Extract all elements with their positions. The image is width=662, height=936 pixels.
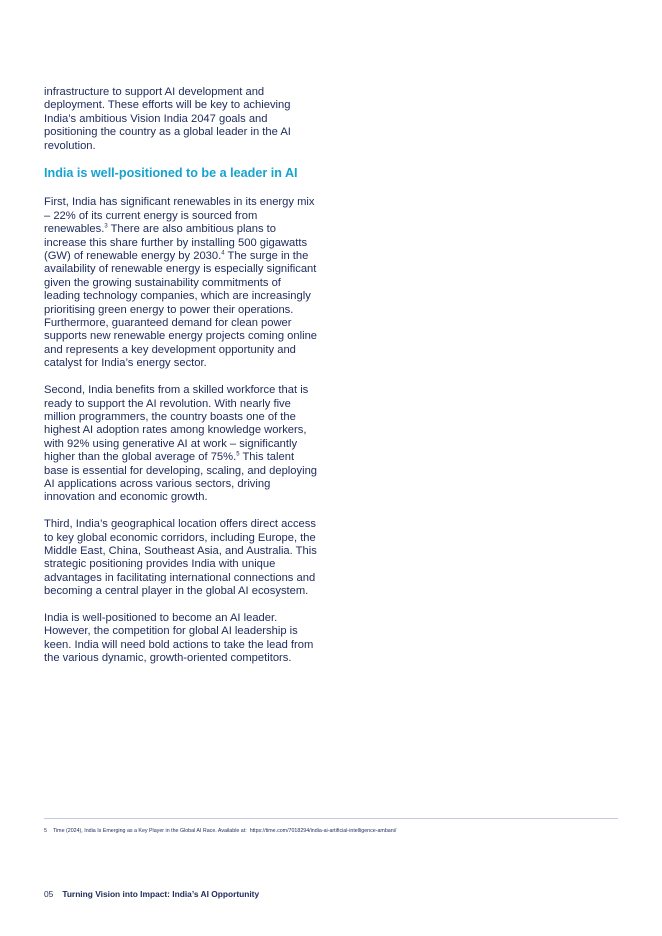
footnote bbox=[44, 828, 618, 835]
footnote-text: Time (2024), India Is Emerging as a Key Player in the Global AI Race. Available at: bbox=[52, 828, 247, 834]
paragraph-text: The surge in the availability of renewable energy is especially significant given the growing sustainability commitments of leading technology companies, which are increasingly prioritising green energy to power their operations. Furthermore, guaranteed demand for clean power supports new renewable energy projects coming online and represents a key development opportunity and catalyst for India’s energy sector. bbox=[44, 250, 318, 370]
main-text-column bbox=[44, 86, 320, 679]
footnote-ref: 5 bbox=[236, 451, 240, 458]
paragraph-conclusion: India is well-positioned to become an AI leader. However, the competition for global AI leadership is keen. India will need bold actions to take the lead from the various dynamic, growth-oriented competitors. bbox=[44, 611, 314, 665]
document-title: Turning Vision into Impact: India’s AI Opportunity bbox=[62, 889, 260, 899]
intro-paragraph: infrastructure to support AI development and deployment. These efforts will be key to achieving India’s ambitious Vision India 2047 goals and positioning the country as a global leader in the AI revolution. bbox=[44, 86, 291, 152]
paragraph-workforce bbox=[44, 384, 320, 505]
paragraph-text: First, India has significant renewables in its energy mix – 22% of its current energy is sourced from renewables. bbox=[44, 196, 315, 236]
footnote-number: 5 bbox=[44, 828, 47, 834]
paragraph-text: There are also ambitious plans to increase this share further by installing 500 gigawatts (GW) of renewable energy by 2030. bbox=[44, 223, 308, 263]
page-footer bbox=[44, 889, 259, 900]
paragraph-text: This talent base is essential for developing, scaling, and deploying AI applications across various sectors, driving innovation and economic growth. bbox=[44, 451, 318, 504]
footnote-link[interactable]: https://time.com/7018294/india-ai-artificial-intelligence-ambani/ bbox=[249, 828, 397, 834]
footnote-ref: 4 bbox=[221, 250, 225, 257]
section-heading: India is well-positioned to be a leader in AI bbox=[44, 166, 298, 181]
paragraph-renewables bbox=[44, 196, 320, 370]
footnote-ref: 3 bbox=[104, 223, 108, 230]
paragraph-geography: Third, India’s geographical location offers direct access to key global economic corridors, including Europe, the Middle East, China, Southeast Asia, and Australia. This strategic positioning provides India with unique advantages in facilitating international connections and becoming a central player in the global AI ecosystem. bbox=[44, 518, 317, 598]
page-number: 05 bbox=[44, 889, 54, 899]
footnote-divider bbox=[44, 818, 618, 819]
paragraph-text: Second, India benefits from a skilled workforce that is ready to support the AI revolution. With nearly five million programmers, the country boasts one of the highest AI adoption rates among knowledge workers, with 92% using generative AI at work – significantly higher than the global average of 75%. bbox=[44, 384, 309, 464]
